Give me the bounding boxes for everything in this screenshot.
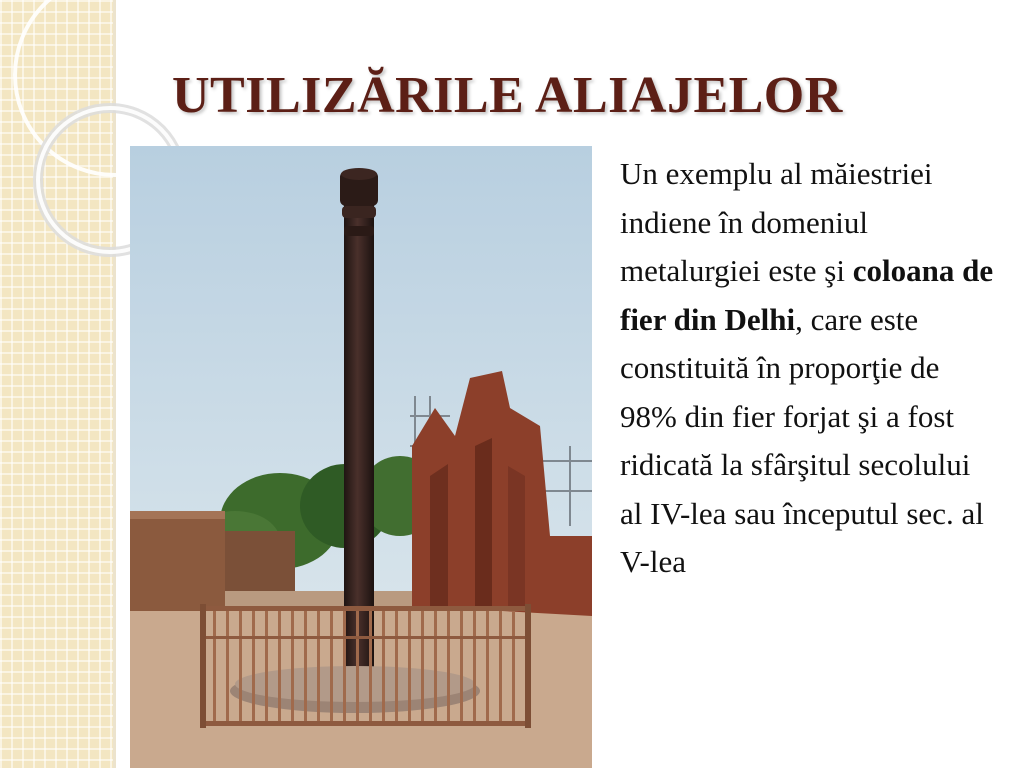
iron-pillar-photo (130, 146, 592, 768)
body-text-bold: coloana de fier din Delhi (620, 253, 994, 337)
slide-title: UTILIZĂRILE ALIAJELOR (172, 67, 843, 124)
body-text-part2: , care este constituită în proporţie de 98% din fier forjat şi a fost ridicată la sfârşitul secolului al IV-lea sau începutul sec. al V-lea (620, 301, 984, 579)
body-text-part1: Un exemplu al măiestriei indiene în domeniul metalurgiei este şi (620, 156, 933, 288)
body-text (620, 150, 1000, 587)
